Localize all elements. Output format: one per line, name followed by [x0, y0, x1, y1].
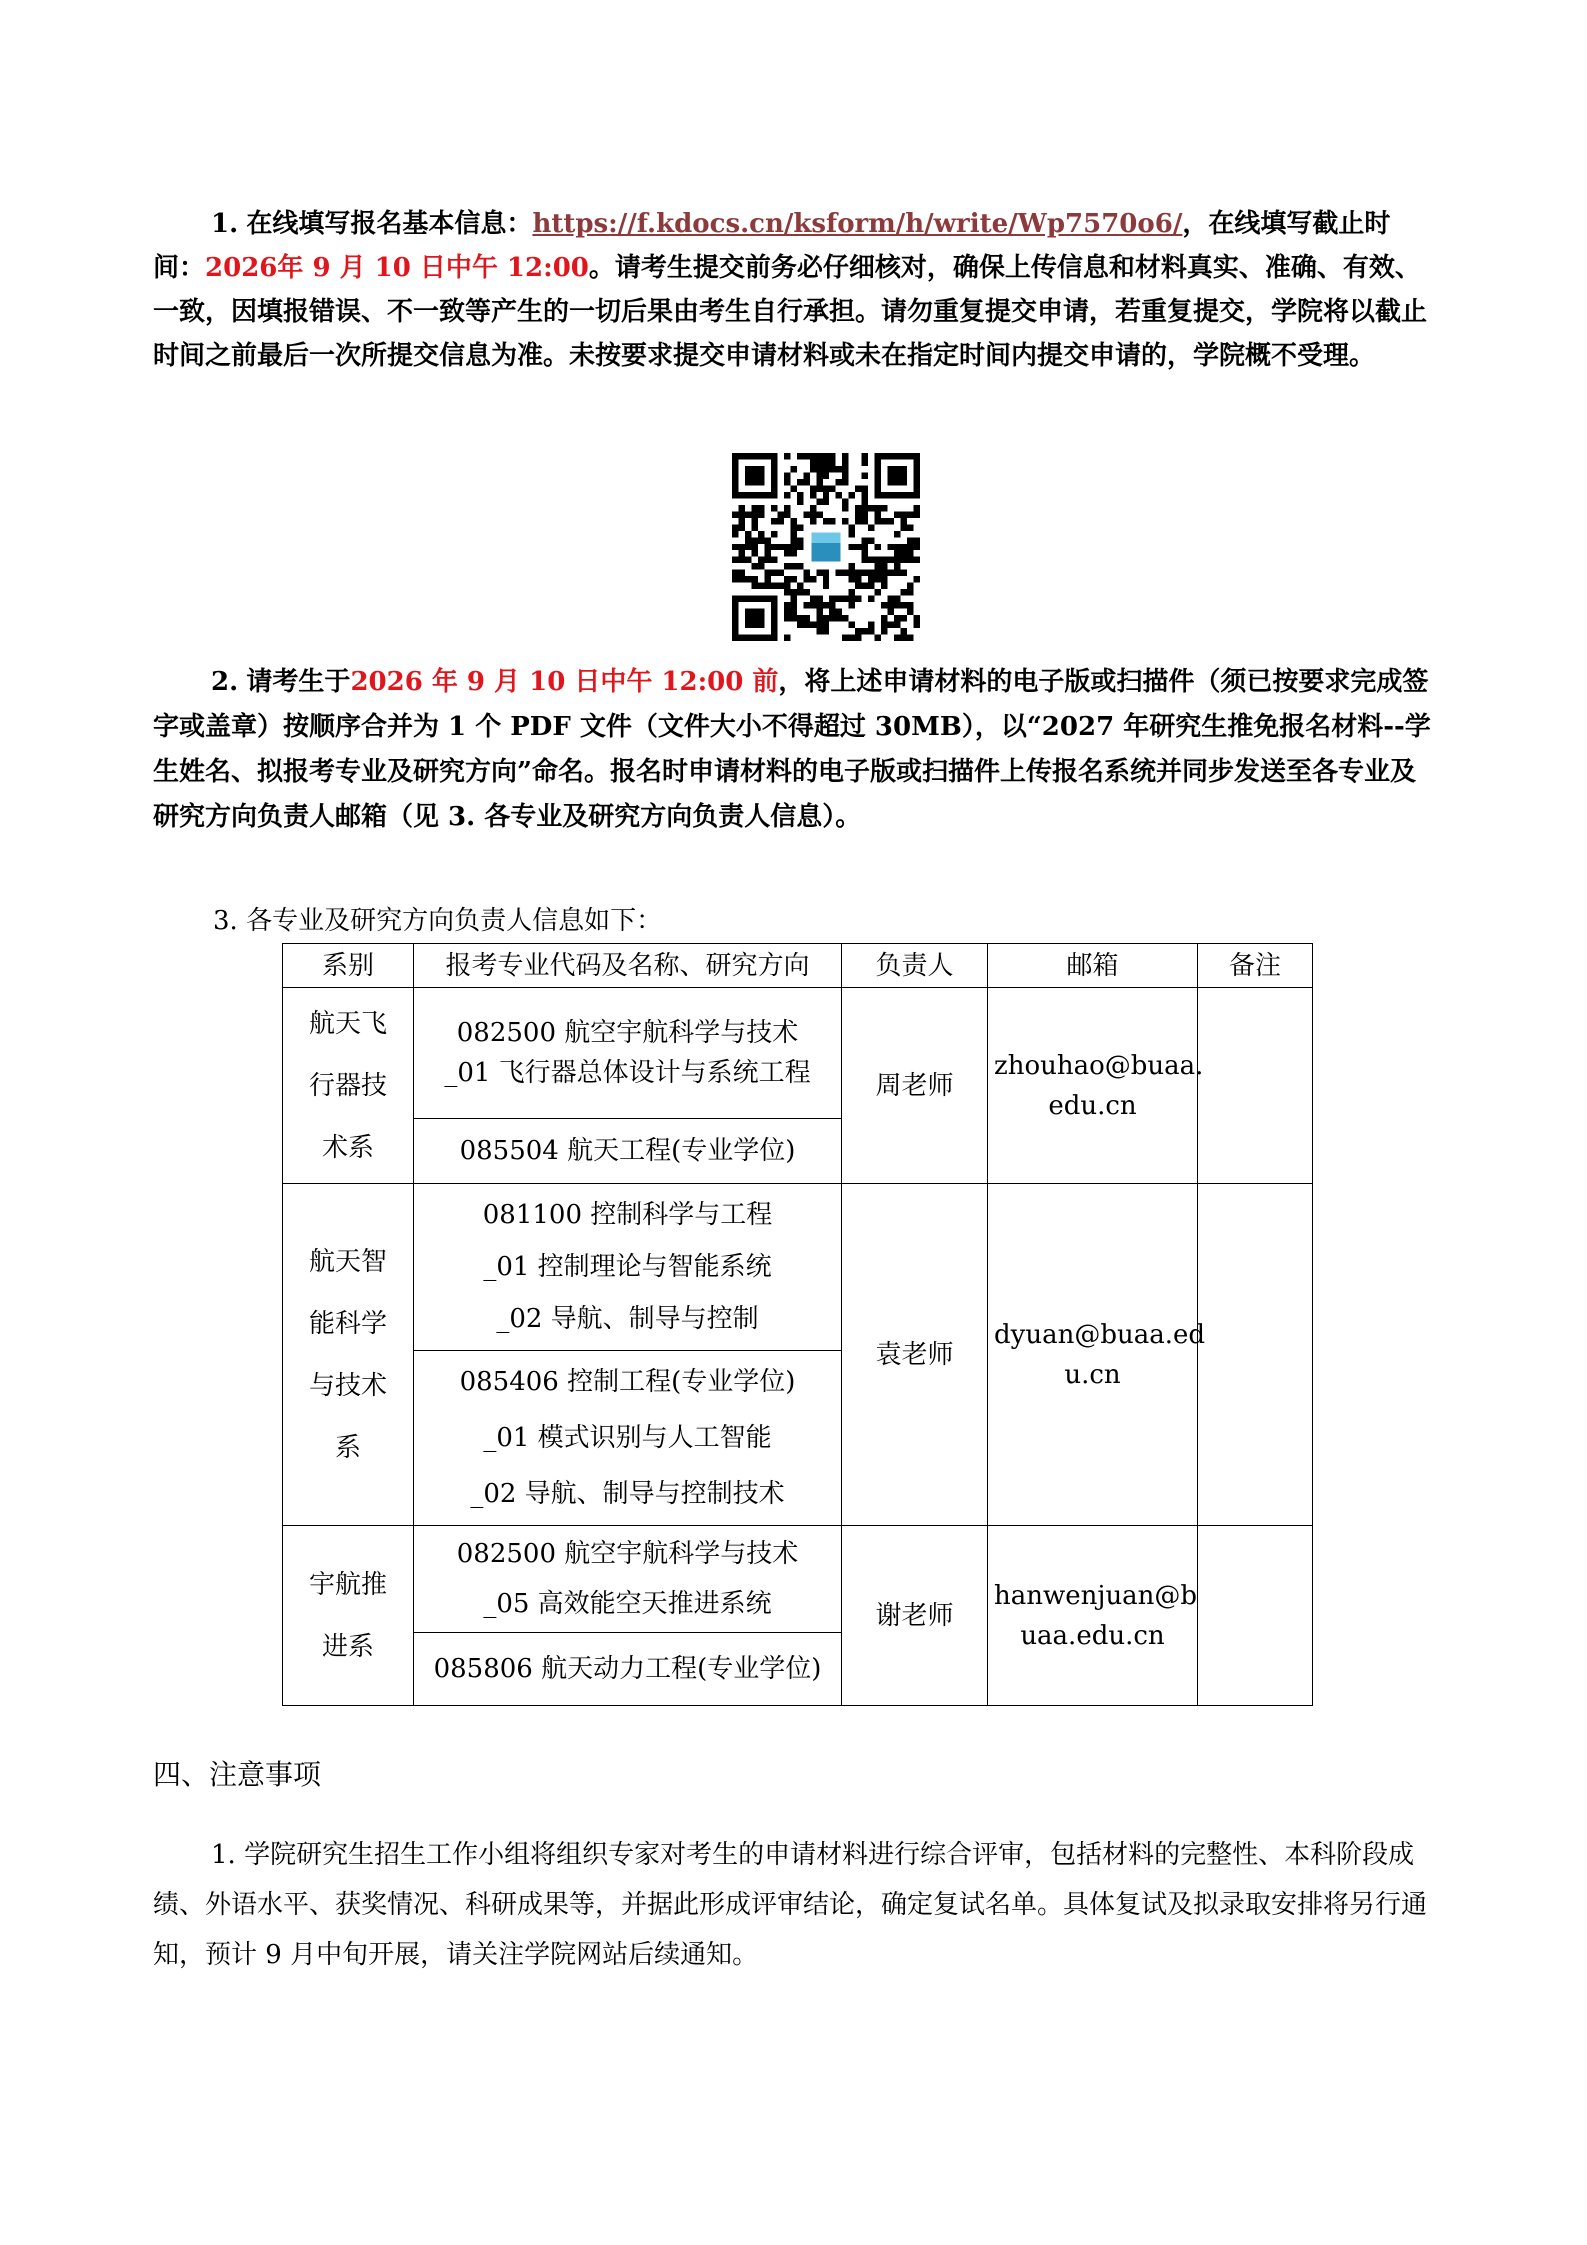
- major-cell: 082500 航空宇航科学与技术 _01 飞行器总体设计与系统工程: [414, 988, 842, 1119]
- dept-cell: 航天飞 行器技 术系: [283, 988, 414, 1184]
- header-note: 备注: [1198, 944, 1313, 988]
- qr-code-icon: [732, 452, 920, 642]
- header-person: 负责人: [842, 944, 988, 988]
- header-dept: 系别: [283, 944, 414, 988]
- p2-lead: 请考生于: [246, 667, 351, 697]
- email-cell: dyuan@buaa.ed u.cn: [988, 1184, 1198, 1526]
- table-row: [283, 988, 1313, 1119]
- note-cell: [1198, 988, 1313, 1184]
- major-cell: 082500 航空宇航科学与技术 _05 高效能空天推进系统: [414, 1526, 842, 1633]
- email-cell: zhouhao@buaa. edu.cn: [988, 988, 1198, 1184]
- major-cell: 085504 航天工程(专业学位): [414, 1119, 842, 1184]
- major-cell: 085406 控制工程(专业学位) _01 模式识别与人工智能 _02 导航、制导与控制技术: [414, 1351, 842, 1526]
- header-email: 邮箱: [988, 944, 1198, 988]
- dept-cell: 宇航推 进系: [283, 1526, 414, 1706]
- table-row: [283, 1184, 1313, 1351]
- p3-intro: 3. 各专业及研究方向负责人信息如下：: [213, 906, 663, 936]
- email-cell: hanwenjuan@b uaa.edu.cn: [988, 1526, 1198, 1706]
- paragraph-1: [153, 202, 1441, 378]
- dept-cell: 航天智 能科学 与技术 系: [283, 1184, 414, 1526]
- table-row: [283, 1526, 1313, 1633]
- person-cell: 谢老师: [842, 1526, 988, 1706]
- p1-mid: ，在线填写截止时间：: [153, 209, 1391, 283]
- person-cell: 袁老师: [842, 1184, 988, 1526]
- p1-deadline-year: 2026: [205, 253, 278, 283]
- p1-deadline-date: 年 9 月 10 日中午 12:00: [277, 253, 589, 283]
- p1-body: 。请考生提交前务必仔细核对，确保上传信息和材料真实、准确、有效、一致，因填报错误、不一致等产生的一切后果由考生自行承担。请勿重复提交申请，若重复提交，学院将以截止时间之前最后一次所提交信息为准。未按要求提交申请材料或未在指定时间内提交申请的，学院概不受理。: [153, 253, 1428, 371]
- note-cell: [1198, 1526, 1313, 1706]
- p1-number: 1.: [211, 209, 239, 239]
- contact-table: [282, 943, 1313, 1706]
- table-header-row: [283, 944, 1313, 988]
- header-major: 报考专业代码及名称、研究方向: [414, 944, 842, 988]
- p2-body: ，将上述申请材料的电子版或扫描件（须已按要求完成签字或盖章）按顺序合并为 1 个 PDF 文件（文件大小不得超过 30MB），以“2027 年研究生推免报名材料--学生姓名、拟报考专业及研究方向”命名。报名时申请材料的电子版或扫描件上传报名系统并同步发送至各专业及研究方向负责人邮箱（见 3. 各专业及研究方向负责人信息）。: [153, 667, 1431, 832]
- p2-deadline: 2026 年 9 月 10 日中午 12:00 前: [350, 667, 779, 697]
- major-cell: 085806 航天动力工程(专业学位): [414, 1633, 842, 1706]
- paragraph-2: [153, 660, 1441, 840]
- person-cell: 周老师: [842, 988, 988, 1184]
- major-cell: 081100 控制科学与工程 _01 控制理论与智能系统 _02 导航、制导与控制: [414, 1184, 842, 1351]
- section-4-heading: 四、注意事项: [153, 1758, 322, 1791]
- registration-form-link[interactable]: https://f.kdocs.cn/ksform/h/write/Wp7570o6/: [532, 209, 1183, 239]
- section-4-paragraph-1: 1. 学院研究生招生工作小组将组织专家对考生的申请材料进行综合评审，包括材料的完整性、本科阶段成绩、外语水平、获奖情况、科研成果等，并据此形成评审结论，确定复试名单。具体复试及拟录取安排将另行通知，预计 9 月中旬开展，请关注学院网站后续通知。: [153, 1840, 1428, 1970]
- p2-number: 2.: [211, 667, 239, 697]
- note-cell: [1198, 1184, 1313, 1526]
- p1-lead: 在线填写报名基本信息：: [246, 209, 533, 239]
